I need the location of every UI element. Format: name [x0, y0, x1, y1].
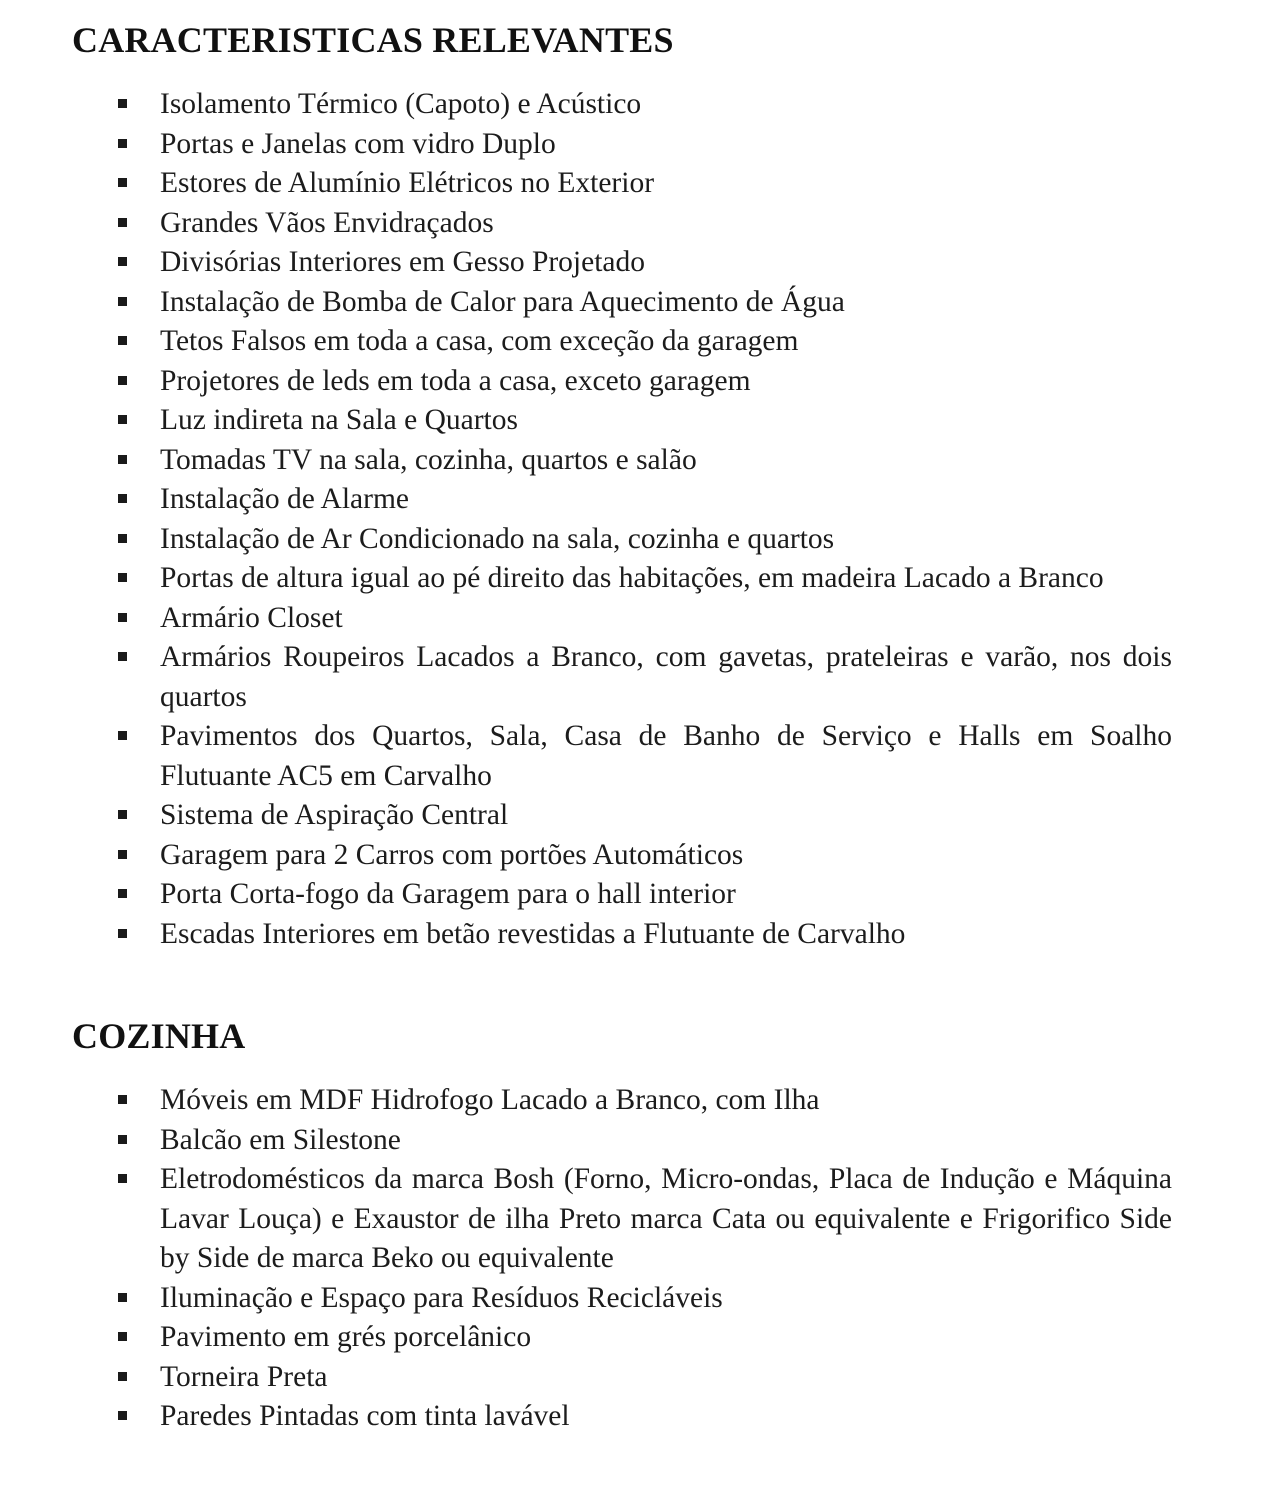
list-item-text: Isolamento Térmico (Capoto) e Acústico [160, 88, 642, 120]
list-item [0, 796, 1172, 836]
list-item-text: Eletrodomésticos da marca Bosh (Forno, Micro-ondas, Placa de Indução e Máquina Lavar Louça) e Exaustor de ilha Preto marca Cata ou equivalente e Frigorifico Side by Side de marca Beko ou equivalente [160, 1163, 1172, 1274]
list-item [0, 717, 1172, 796]
square-bullet-icon [118, 1411, 127, 1420]
list-item [0, 1397, 1172, 1437]
square-bullet-icon [118, 1174, 127, 1183]
list-item-text: Armário Closet [160, 601, 343, 634]
list-item [0, 1279, 1172, 1319]
list-item [0, 243, 1172, 283]
list-item-text: Móveis em MDF Hidrofogo Lacado a Branco, com Ilha [160, 1084, 820, 1116]
list-item [0, 559, 1172, 599]
square-bullet-icon [118, 218, 127, 227]
square-bullet-icon [118, 652, 127, 661]
list-item [0, 85, 1172, 125]
list-item [0, 322, 1172, 362]
list-item [0, 1318, 1172, 1358]
list-item [0, 599, 1172, 639]
list-item-text: Luz indireta na Sala e Quartos [160, 404, 518, 436]
list-item-text: Divisórias Interiores em Gesso Projetado [160, 246, 646, 278]
square-bullet-icon [118, 178, 127, 187]
square-bullet-icon [118, 850, 127, 859]
list-item-text: Escadas Interiores em betão revestidas a Flutuante de Carvalho [160, 917, 906, 950]
list-item [0, 283, 1172, 323]
list-item-text: Pavimento em grés porcelânico [160, 1321, 532, 1353]
square-bullet-icon [118, 534, 127, 543]
list-item [0, 836, 1172, 876]
list-item [0, 441, 1172, 481]
list-item [0, 401, 1172, 441]
list-item [0, 362, 1172, 402]
square-bullet-icon [118, 889, 127, 898]
cozinha-list [0, 1081, 1280, 1437]
square-bullet-icon [118, 297, 127, 306]
square-bullet-icon [118, 455, 127, 464]
square-bullet-icon [118, 415, 127, 424]
list-item-text: Paredes Pintadas com tinta lavável [160, 1400, 570, 1432]
list-item-text: Iluminação e Espaço para Resíduos Recicláveis [160, 1281, 723, 1314]
square-bullet-icon [118, 139, 127, 148]
square-bullet-icon [118, 810, 127, 819]
list-item-text: Portas e Janelas com vidro Duplo [160, 127, 556, 160]
list-item-text: Pavimentos dos Quartos, Sala, Casa de Banho de Serviço e Halls em Soalho Flutuante AC5 em Carvalho [160, 720, 1172, 792]
square-bullet-icon [118, 731, 127, 740]
square-bullet-icon [118, 257, 127, 266]
list-item [0, 480, 1172, 520]
list-item [0, 520, 1172, 560]
list-item-text: Sistema de Aspiração Central [160, 799, 509, 831]
list-item-text: Instalação de Ar Condicionado na sala, cozinha e quartos [160, 522, 835, 555]
square-bullet-icon [118, 613, 127, 622]
list-item-text: Balcão em Silestone [160, 1123, 401, 1156]
list-item [0, 638, 1172, 717]
list-item-text: Porta Corta-fogo da Garagem para o hall interior [160, 878, 736, 910]
square-bullet-icon [118, 1372, 127, 1381]
section-title-caracteristicas: CARACTERISTICAS RELEVANTES [72, 20, 674, 60]
square-bullet-icon [118, 494, 127, 503]
list-item-text: Estores de Alumínio Elétricos no Exterior [160, 167, 655, 199]
list-item-text: Armários Roupeiros Lacados a Branco, com gavetas, prateleiras e varão, nos dois quartos [160, 641, 1172, 713]
list-item [0, 125, 1172, 165]
list-item-text: Garagem para 2 Carros com portões Automáticos [160, 838, 744, 871]
list-item-text: Portas de altura igual ao pé direito das habitações, em madeira Lacado a Branco [160, 562, 1104, 594]
list-item-text: Tetos Falsos em toda a casa, com exceção da garagem [160, 325, 799, 357]
square-bullet-icon [118, 1135, 127, 1144]
square-bullet-icon [118, 1332, 127, 1341]
section-title-cozinha: COZINHA [72, 1016, 246, 1056]
list-item [0, 1081, 1172, 1121]
square-bullet-icon [118, 1293, 127, 1302]
square-bullet-icon [118, 99, 127, 108]
list-item-text: Instalação de Alarme [160, 483, 409, 515]
list-item [0, 204, 1172, 244]
square-bullet-icon [118, 573, 127, 582]
caracteristicas-list [0, 85, 1280, 954]
square-bullet-icon [118, 376, 127, 385]
list-item [0, 1160, 1172, 1279]
list-item [0, 164, 1172, 204]
list-item-text: Projetores de leds em toda a casa, exceto garagem [160, 364, 751, 397]
square-bullet-icon [118, 929, 127, 938]
list-item [0, 875, 1172, 915]
list-item [0, 1121, 1172, 1161]
list-item [0, 1358, 1172, 1398]
list-item [0, 915, 1172, 955]
list-item-text: Grandes Vãos Envidraçados [160, 206, 494, 239]
list-item-text: Tomadas TV na sala, cozinha, quartos e salão [160, 443, 697, 476]
list-item-text: Torneira Preta [160, 1360, 328, 1393]
square-bullet-icon [118, 1095, 127, 1104]
square-bullet-icon [118, 336, 127, 345]
list-item-text: Instalação de Bomba de Calor para Aquecimento de Água [160, 285, 845, 318]
